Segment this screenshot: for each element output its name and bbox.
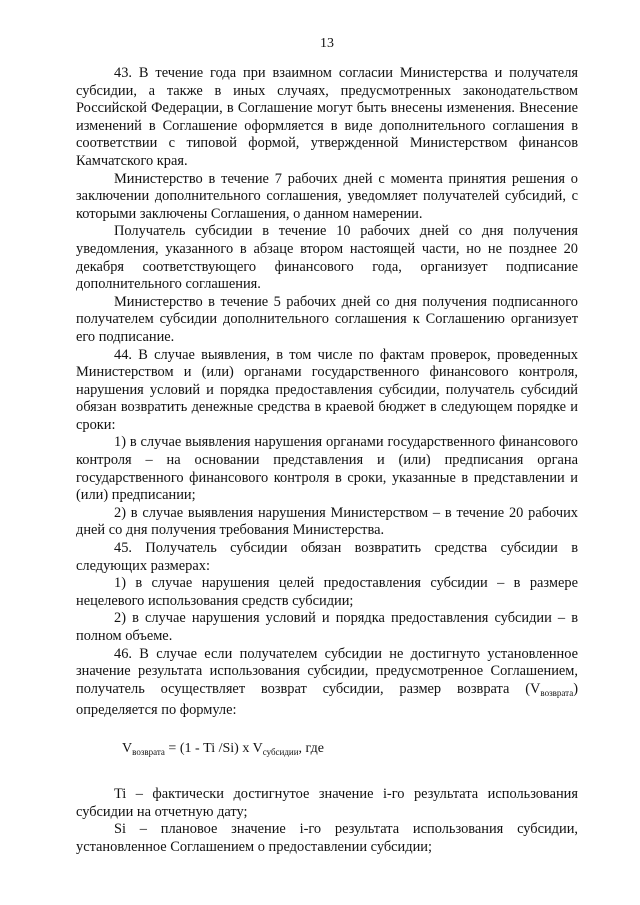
formula (122, 740, 578, 761)
paragraph-45-item-1: 1) в случае нарушения целей предоставления субсидии – в размере нецелевого использования средств субсидии; (76, 575, 578, 609)
formula-sub-subsidy: субсидии (262, 746, 299, 757)
paragraph-46 (76, 646, 578, 720)
formula-v: V (122, 740, 133, 756)
paragraph-44-item-1: 1) в случае выявления нарушения органами государственного финансового контроля – на основании представления и (или) предписания органа государственного финансового контроля в сроки, указанные в представлении и (или) предписании; (76, 434, 578, 504)
paragraph-43-notice: Министерство в течение 7 рабочих дней с момента принятия решения о заключении дополнительного соглашения, уведомляет получателей субсидий, с которыми заключены Соглашения, о данном намерении. (76, 170, 578, 222)
definition-ti: Ti – фактически достигнутое значение i-го результата использования субсидии на отчетную дату; (76, 785, 578, 820)
paragraph-45-item-2: 2) в случае нарушения условий и порядка предоставления субсидии – в полном объеме. (76, 610, 578, 644)
paragraph-46-tail: ) определяется по формуле: (76, 680, 578, 719)
paragraph-45: 45. Получатель субсидии обязан возвратить средства субсидии в следующих размерах: (76, 540, 578, 574)
paragraph-44: 44. В случае выявления, в том числе по фактам проверок, проведенных Министерством и (или) органами государственного финансового контроля, нарушения условий и порядка предоставления субсидии, получатель субсидий обязан возвратить денежные средства в краевой бюджет в следующем порядке и сроки: (76, 346, 578, 433)
paragraph-46-subscript: возврата (540, 687, 574, 698)
formula-middle: = (1 - Ti /Si) x V (164, 740, 263, 756)
paragraph-43-signing: Министерство в течение 5 рабочих дней со дня получения подписанного получателем субсидии дополнительного соглашения к Соглашению организует его подписание. (76, 293, 578, 345)
paragraph-43: 43. В течение года при взаимном согласии Министерства и получателя субсидии, а также в иных случаях, предусмотренных законодательством Российской Федерации, в Соглашение могут быть внесены изменения. Внесение изменений в Соглашение оформляется в виде дополнительного соглашения в соответствии с типовой формой, утвержденной Министерством финансов Камчатского края. (76, 65, 578, 169)
formula-tail: , где (298, 740, 324, 756)
paragraph-46-text: 46. В случае если получателем субсидии не достигнуто установленное значение результата использования субсидии, предусмотренное Соглашением, получатель осуществляет возврат субсидии, размер возврата (V (76, 645, 578, 697)
paragraph-44-item-2: 2) в случае выявления нарушения Министерством – в течение 20 рабочих дней со дня получения требования Министерства. (76, 504, 578, 539)
formula-sub-return: возврата (132, 746, 165, 757)
definition-si: Si – плановое значение i-го результата использования субсидии, установленное Соглашением о предоставлении субсидии; (76, 821, 578, 855)
page-number: 13 (320, 36, 334, 51)
paragraph-43-recipient: Получатель субсидии в течение 10 рабочих дней со дня получения уведомления, указанного в абзаце втором настоящей части, но не позднее 20 декабря соответствующего финансового года, организует подписание дополнительного соглашения. (76, 223, 578, 293)
